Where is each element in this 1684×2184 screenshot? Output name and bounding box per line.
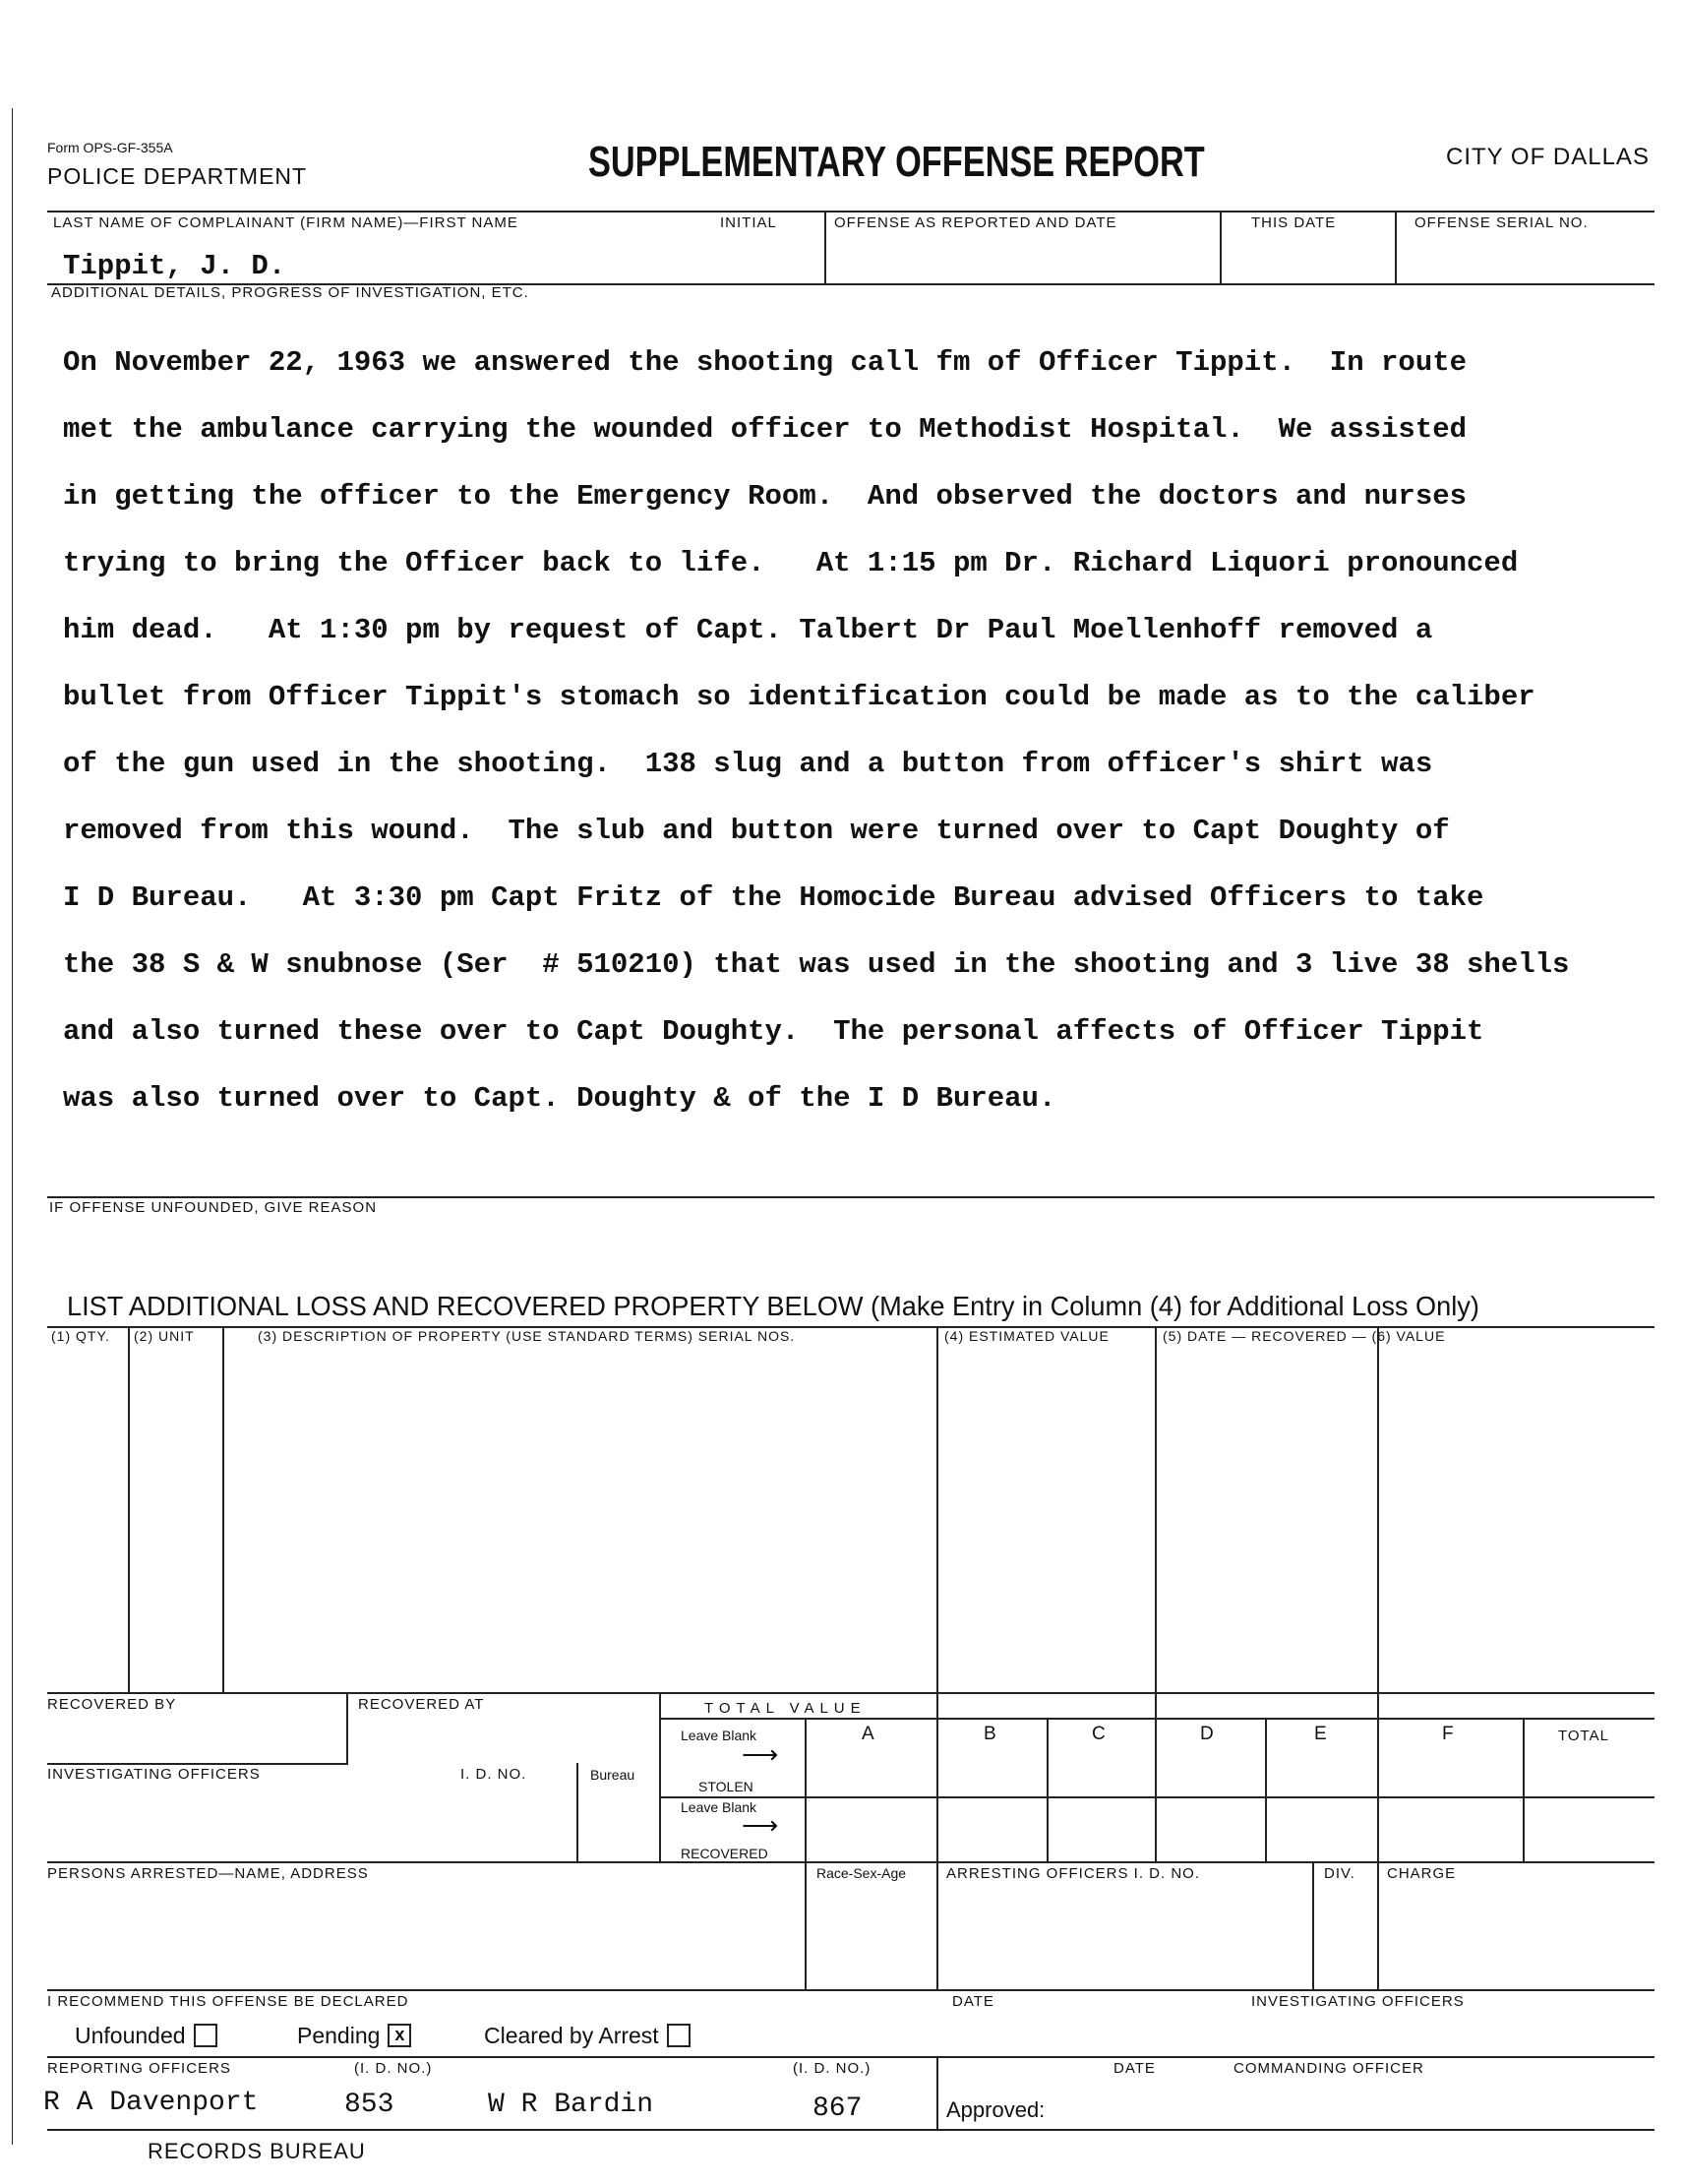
recommend-investigating-label: INVESTIGATING OFFICERS — [1251, 1993, 1465, 2010]
stolen-label: STOLEN — [698, 1779, 753, 1794]
persons-arrested-label: PERSONS ARRESTED—NAME, ADDRESS — [47, 1865, 369, 1882]
left-margin-line — [12, 108, 13, 2145]
narrative-line: him dead. At 1:30 pm by request of Capt. Talbert Dr Paul Moellenhoff removed a — [63, 614, 1433, 646]
investigating-officers-label: INVESTIGATING OFFICERS — [47, 1766, 261, 1783]
recovered-at-label: RECOVERED AT — [358, 1696, 485, 1713]
records-bureau-label: RECORDS BUREAU — [148, 2139, 366, 2163]
total-col-b: B — [984, 1724, 997, 1744]
reporting-officer-1: R A Davenport — [43, 2088, 259, 2118]
approved-label: Approved: — [946, 2097, 1046, 2122]
narrative-line: of the gun used in the shooting. 138 slug and a button from officer's shirt was — [63, 748, 1433, 780]
cleared-option[interactable] — [484, 2023, 691, 2049]
reporting-officers-label: REPORTING OFFICERS — [47, 2060, 231, 2077]
department-name: POLICE DEPARTMENT — [47, 163, 308, 189]
race-sex-age-label: Race-Sex-Age — [816, 1865, 907, 1881]
form-number: Form OPS-GF-355A — [47, 140, 173, 155]
total-col-c: C — [1092, 1724, 1107, 1744]
total-col-d: D — [1200, 1724, 1215, 1744]
top-row-line — [47, 211, 1654, 212]
narrative-line: the 38 S & W snubnose (Ser # 510210) that was used in the shooting and 3 live 38 shells — [63, 948, 1570, 981]
unfounded-option[interactable] — [75, 2023, 217, 2049]
commanding-officer-label: COMMANDING OFFICER — [1233, 2060, 1424, 2077]
total-col-total: TOTAL — [1558, 1728, 1609, 1744]
arresting-officers-label: ARRESTING OFFICERS I. D. NO. — [946, 1865, 1201, 1882]
narrative-line: was also turned over to Capt. Doughty & of the I D Bureau. — [63, 1082, 1056, 1115]
arrow-right-icon: ⟶ — [742, 1810, 779, 1840]
pending-label: Pending — [297, 2023, 381, 2048]
pending-checkbox[interactable]: x — [388, 2024, 411, 2047]
narrative-line: bullet from Officer Tippit's stomach so identification could be made as to the caliber — [63, 681, 1535, 713]
narrative-line: I D Bureau. At 3:30 pm Capt Fritz of the Homocide Bureau advised Officers to take — [63, 881, 1484, 914]
col-unit-header: (2) UNIT — [134, 1328, 195, 1344]
id-no-label: I. D. NO. — [460, 1766, 527, 1783]
narrative-line: On November 22, 1963 we answered the shooting call fm of Officer Tippit. In route — [63, 346, 1468, 379]
narrative-line: removed from this wound. The slub and button were turned over to Capt Doughty of — [63, 815, 1450, 847]
total-col-f: F — [1442, 1724, 1455, 1744]
narrative-line: trying to bring the Officer back to life. At 1:15 pm Dr. Richard Liquori pronounced — [63, 547, 1519, 579]
serial-label: OFFENSE SERIAL NO. — [1414, 214, 1589, 231]
offense-label: OFFENSE AS REPORTED AND DATE — [834, 214, 1117, 231]
form-title: SUPPLEMENTARY OFFENSE REPORT — [588, 138, 1205, 186]
total-value-label: TOTAL VALUE — [704, 1700, 867, 1717]
recovered-by-label: RECOVERED BY — [47, 1696, 177, 1713]
pending-option[interactable] — [297, 2023, 411, 2049]
reporting-officer-2-id: 867 — [812, 2093, 863, 2124]
this-date-label: THIS DATE — [1251, 214, 1337, 231]
id-no-label-2: (I. D. NO.) — [793, 2060, 872, 2077]
total-col-a: A — [862, 1724, 875, 1744]
narrative-line: in getting the officer to the Emergency Room. And observed the doctors and nurses — [63, 480, 1468, 513]
complainant-name: Tippit, J. D. — [63, 250, 286, 282]
leave-blank-recovered: Leave Blank — [681, 1799, 757, 1815]
recommend-date-label: DATE — [952, 1993, 994, 2010]
div-label: DIV. — [1324, 1865, 1355, 1882]
reporting-officer-2: W R Bardin — [488, 2090, 654, 2120]
reporting-date-label: DATE — [1113, 2060, 1156, 2077]
col-value-header: (4) ESTIMATED VALUE — [944, 1328, 1110, 1344]
narrative-text — [63, 313, 1637, 1149]
charge-label: CHARGE — [1387, 1865, 1457, 1882]
unfounded-checkbox[interactable] — [194, 2024, 217, 2047]
initial-label: INITIAL — [720, 214, 777, 231]
arrow-right-icon: ⟶ — [742, 1739, 779, 1769]
property-heading: LIST ADDITIONAL LOSS AND RECOVERED PROPERTY BELOW (Make Entry in Column (4) for Additional Loss Only) — [67, 1291, 1479, 1321]
reporting-officer-1-id: 853 — [344, 2090, 394, 2120]
recovered-label: RECOVERED — [681, 1846, 768, 1861]
unfounded-label: Unfounded — [75, 2023, 186, 2048]
col-description-header: (3) DESCRIPTION OF PROPERTY (USE STANDARD TERMS) SERIAL NOS. — [258, 1328, 796, 1344]
city-name: CITY OF DALLAS — [1446, 144, 1650, 170]
cleared-by-arrest-label: Cleared by Arrest — [484, 2023, 659, 2048]
narrative-line: met the ambulance carrying the wounded officer to Methodist Hospital. We assisted — [63, 413, 1468, 446]
total-col-e: E — [1314, 1724, 1328, 1744]
narrative-line: and also turned these over to Capt Doughty. The personal affects of Officer Tippit — [63, 1015, 1484, 1048]
col-date-recovered-header: (5) DATE — RECOVERED — (6) VALUE — [1163, 1328, 1446, 1344]
details-label: ADDITIONAL DETAILS, PROGRESS OF INVESTIGATION, ETC. — [51, 284, 529, 301]
id-no-label-1: (I. D. NO.) — [354, 2060, 433, 2077]
recommend-label: I RECOMMEND THIS OFFENSE BE DECLARED — [47, 1993, 409, 2010]
leave-blank-stolen: Leave Blank — [681, 1728, 757, 1743]
unfounded-reason-label: IF OFFENSE UNFOUNDED, GIVE REASON — [49, 1199, 378, 1216]
col-qty-header: (1) QTY. — [51, 1328, 110, 1344]
cleared-checkbox[interactable] — [667, 2024, 691, 2047]
bureau-label: Bureau — [590, 1767, 635, 1783]
complainant-label: LAST NAME OF COMPLAINANT (FIRM NAME)—FIRST NAME — [53, 214, 518, 231]
